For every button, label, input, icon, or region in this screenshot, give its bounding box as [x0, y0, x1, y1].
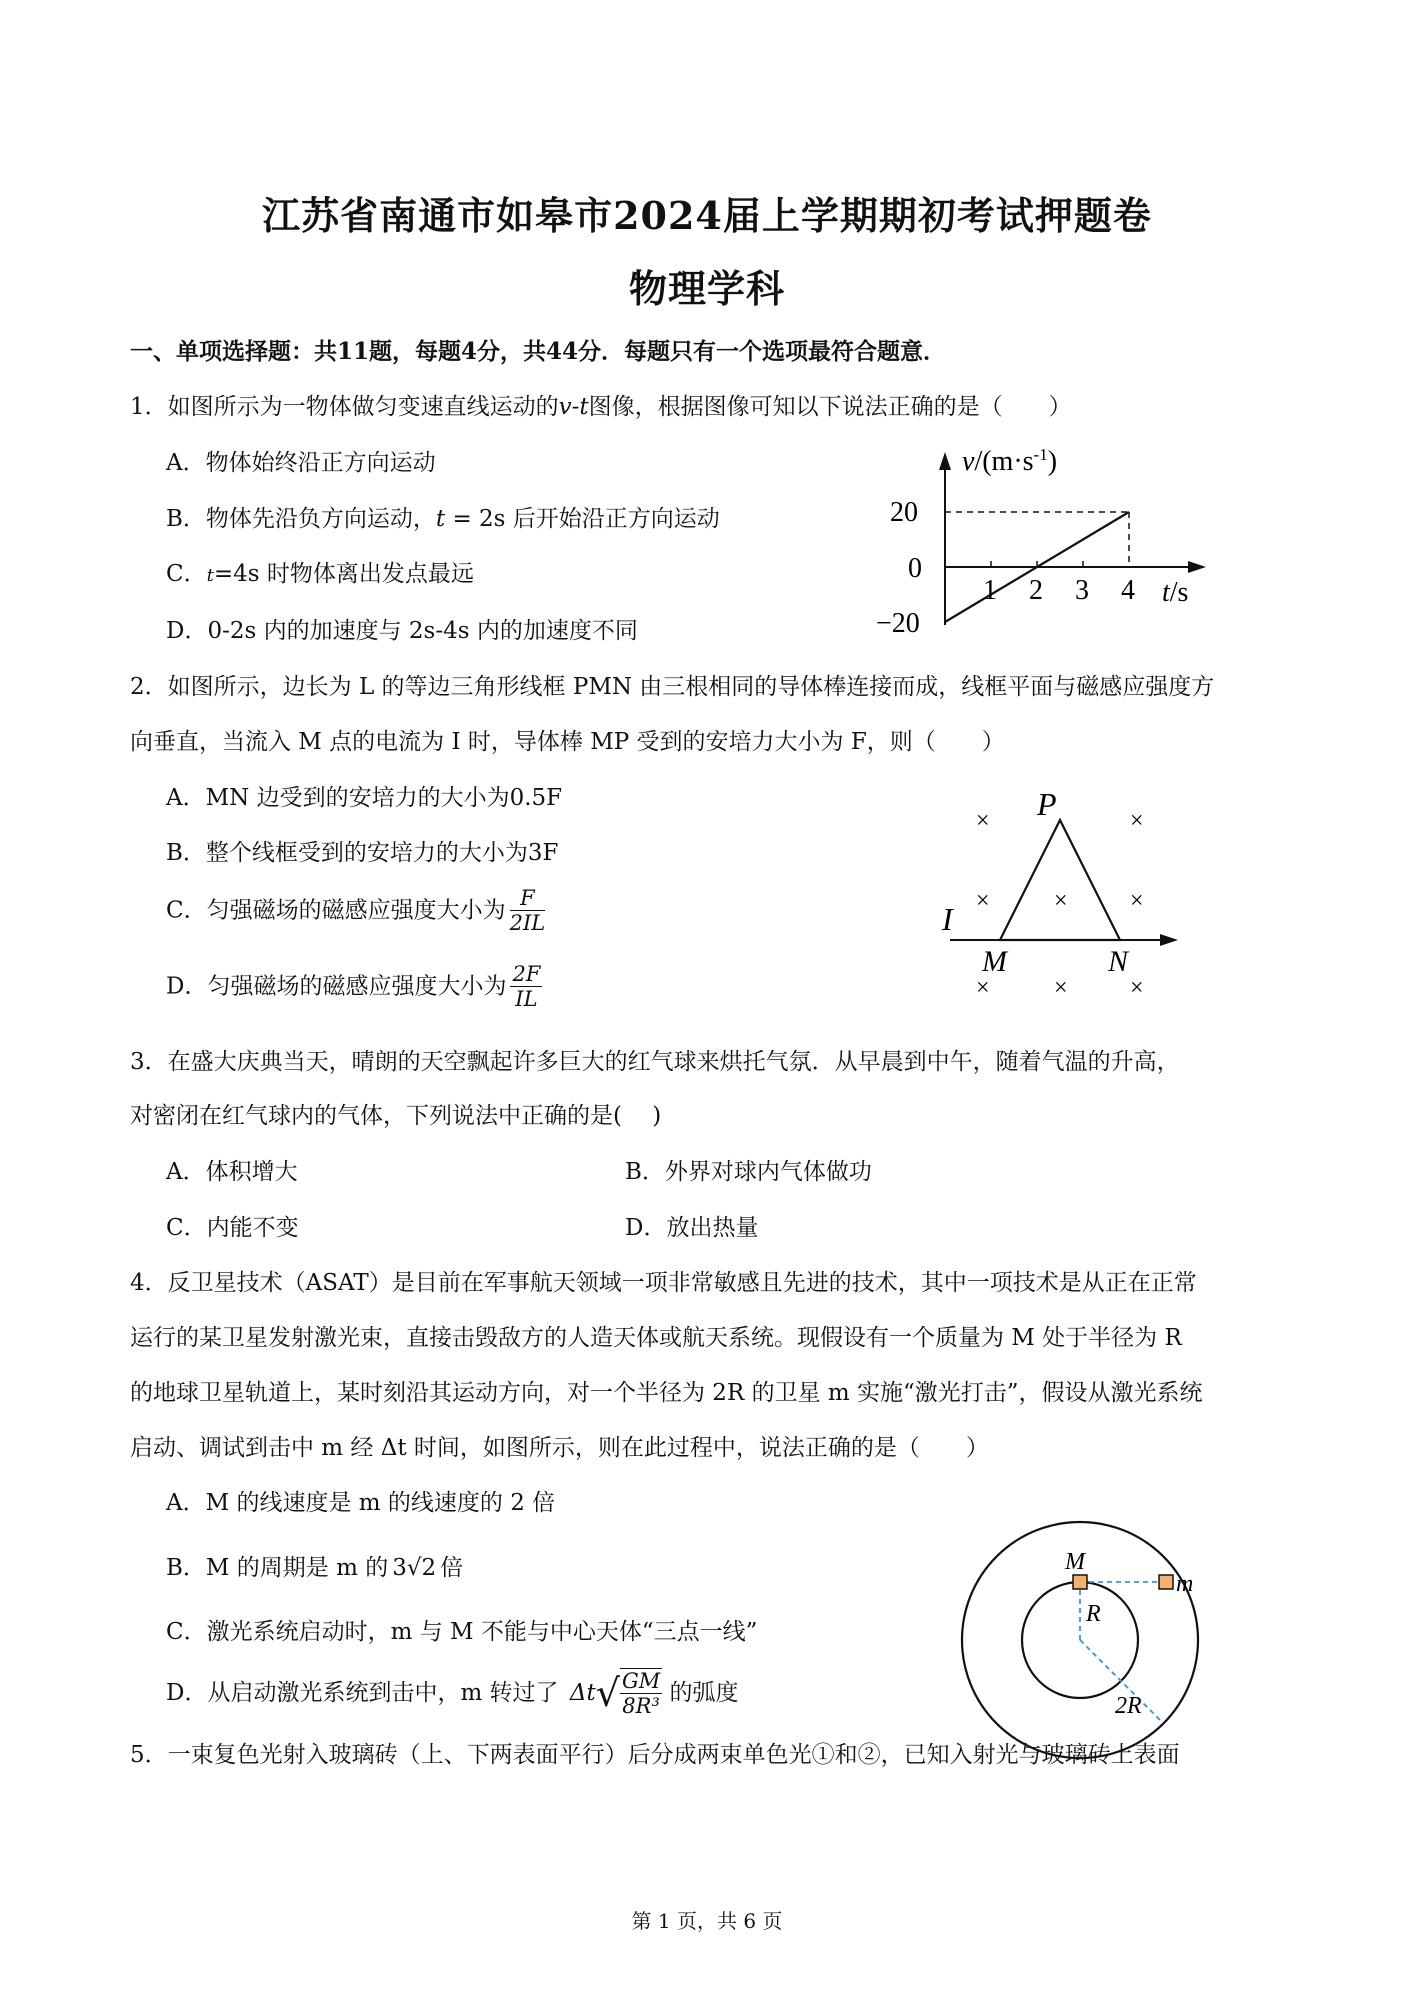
field-cross: ×	[1130, 975, 1144, 1001]
label-p: P	[1037, 786, 1057, 822]
q1-option-d: D．0-2s 内的加速度与 2s-4s 内的加速度不同	[166, 618, 638, 644]
q1-option-a: A．物体始终沿正方向运动	[166, 450, 436, 476]
q4-b-text: 倍	[440, 1555, 464, 1581]
x-tick-3: 3	[1075, 575, 1089, 606]
vt-graph-figure	[870, 440, 1210, 660]
q1-b-text: = 2s 后开始沿正方向运动	[445, 506, 720, 532]
q1-stem-part: 图像，根据图像可知以下说法正确的是（ ）	[588, 394, 1072, 420]
q2-option-a: A．MN 边受到的安培力的大小为0.5F	[166, 785, 563, 811]
label-m: M	[982, 945, 1007, 978]
label-big-m: M	[1065, 1549, 1085, 1575]
question-4-stem-line2: 运行的某卫星发射激光束，直接击毁敌方的人造天体或航天系统。现假设有一个质量为 M 处于半径为 R	[130, 1325, 1182, 1351]
question-1-stem	[130, 392, 1072, 422]
q1-option-c	[166, 559, 474, 591]
question-5-stem-line1: 5．一束复色光射入玻璃砖（上、下两表面平行）后分成两束单色光①和②，已知入射光与玻璃砖上表面	[130, 1742, 1180, 1768]
y-tick-20: 20	[890, 497, 918, 528]
question-4-stem-line1: 4．反卫星技术（ASAT）是目前在军事航天领域一项非常敏感且先进的技术，其中一项技术是从正在正常	[130, 1270, 1197, 1296]
field-cross: ×	[976, 888, 990, 914]
q2-d-fraction	[510, 962, 542, 1011]
current-arrow	[1160, 934, 1178, 946]
y-axis-arrow	[939, 452, 951, 470]
q4-d-denominator: 8R³	[622, 1694, 660, 1718]
q3-option-d: D．放出热量	[625, 1215, 759, 1241]
field-cross: ×	[1130, 808, 1144, 834]
satellite-big-m	[1073, 1575, 1087, 1589]
q2-d-text: D．匀强磁场的磁感应强度大小为	[166, 973, 507, 1000]
q1-c-text: =4s 时物体离出发点最远	[213, 561, 474, 587]
q2-c-fraction	[510, 886, 546, 935]
field-cross: ×	[976, 975, 990, 1001]
question-2-stem-line2: 向垂直，当流入 M 点的电流为 I 时，导体棒 MP 受到的安培力大小为 F，则（ ）	[130, 729, 1005, 755]
orbit-figure	[955, 1505, 1215, 1765]
triangle-frame	[1000, 820, 1120, 940]
q3-option-b: B．外界对球内气体做功	[625, 1159, 872, 1185]
q2-c-text: C．匀强磁场的磁感应强度大小为	[166, 897, 506, 924]
field-cross: ×	[976, 808, 990, 834]
sqrt-sign: √	[595, 1671, 620, 1715]
q4-d-fraction	[620, 1668, 662, 1718]
page-subtitle: 物理学科	[628, 266, 785, 311]
field-cross: ×	[1054, 888, 1068, 914]
x-tick-1: 1	[983, 575, 997, 606]
label-i: I	[942, 901, 953, 937]
q3-option-a: A．体积增大	[166, 1159, 298, 1185]
x-axis-label: t/s	[1162, 577, 1189, 608]
q4-option-b	[166, 1553, 463, 1583]
question-4-stem-line3: 的地球卫星轨道上，某时刻沿其运动方向，对一个半径为 2R 的卫星 m 实施“激光打击”，假设从激光系统	[130, 1380, 1203, 1406]
q1-b-t: t	[435, 506, 446, 532]
field-cross: ×	[1054, 975, 1068, 1001]
x-axis-arrow	[1188, 561, 1206, 573]
q2-option-c	[166, 886, 545, 935]
field-cross: ×	[1130, 888, 1144, 914]
question-3-stem-line1: 3．在盛大庆典当天，晴朗的天空飘起许多巨大的红气球来烘托气氛．从早晨到中午，随着气温的升高，	[130, 1049, 1180, 1075]
q1-stem-part: 1．如图所示为一物体做匀变速直线运动的	[130, 394, 559, 420]
q4-option-d	[166, 1668, 739, 1718]
q4-b-text: B．M 的周期是 m 的	[166, 1555, 389, 1581]
q4-d-text: D．从启动激光系统到击中，m 转过了	[166, 1680, 559, 1706]
q1-option-b	[166, 504, 720, 534]
q4-option-c: C．激光系统启动时，m 与 M 不能与中心天体“三点一线”	[166, 1619, 758, 1645]
y-axis-label: $v/(m\cdot s^{-1})$	[962, 445, 1058, 477]
q2-d-numerator: 2F	[512, 962, 541, 986]
label-n: N	[1108, 945, 1129, 978]
q4-d-dt: Δt	[569, 1680, 596, 1706]
q2-option-b: B．整个线框受到的安培力的大小为3F	[166, 840, 559, 866]
x-tick-2: 2	[1029, 575, 1043, 606]
q2-option-d	[166, 962, 542, 1011]
q1-b-text: B．物体先沿负方向运动，	[166, 506, 436, 532]
x-tick-4: 4	[1121, 575, 1135, 606]
y-tick-0: 0	[908, 553, 922, 584]
q1-c-text: C．	[166, 561, 207, 587]
q2-c-denominator: 2IL	[509, 911, 546, 935]
section-heading: 一、单项选择题：共11题，每题4分，共44分．每题只有一个选项最符合题意．	[130, 338, 947, 365]
q3-option-c: C．内能不变	[166, 1215, 299, 1241]
satellite-small-m	[1159, 1575, 1173, 1589]
label-2r: 2R	[1115, 1693, 1142, 1719]
page-footer: 第 1 页，共 6 页	[631, 1909, 783, 1933]
q2-c-numerator: F	[510, 886, 546, 911]
y-tick-neg20: −20	[876, 608, 920, 639]
q1-c-t: t	[206, 565, 214, 586]
triangle-frame-figure	[930, 785, 1190, 1015]
question-4-stem-line4: 启动、调试到击中 m 经 Δt 时间，如图所示，则在此过程中，说法正确的是（ ）	[130, 1435, 989, 1461]
label-small-m: m	[1176, 1571, 1194, 1597]
q4-option-a: A．M 的线速度是 m 的线速度的 2 倍	[166, 1490, 556, 1516]
q2-d-denominator: IL	[515, 987, 538, 1011]
question-2-stem-line1: 2．如图所示，边长为 L 的等边三角形线框 PMN 由三根相同的导体棒连接而成，线框平面与磁感应强度方	[130, 674, 1215, 700]
label-r: R	[1086, 1601, 1101, 1627]
page-title: 江苏省南通市如皋市2024届上学期期初考试押题卷	[262, 193, 1152, 238]
q4-d-text: 的弧度	[669, 1680, 739, 1706]
q4-d-numerator: GM	[621, 1669, 661, 1693]
question-3-stem-line2: 对密闭在红气球内的气体，下列说法中正确的是( )	[130, 1103, 662, 1129]
q1-vt: v-t	[558, 394, 589, 420]
q4-b-math: 3√2	[392, 1555, 437, 1581]
